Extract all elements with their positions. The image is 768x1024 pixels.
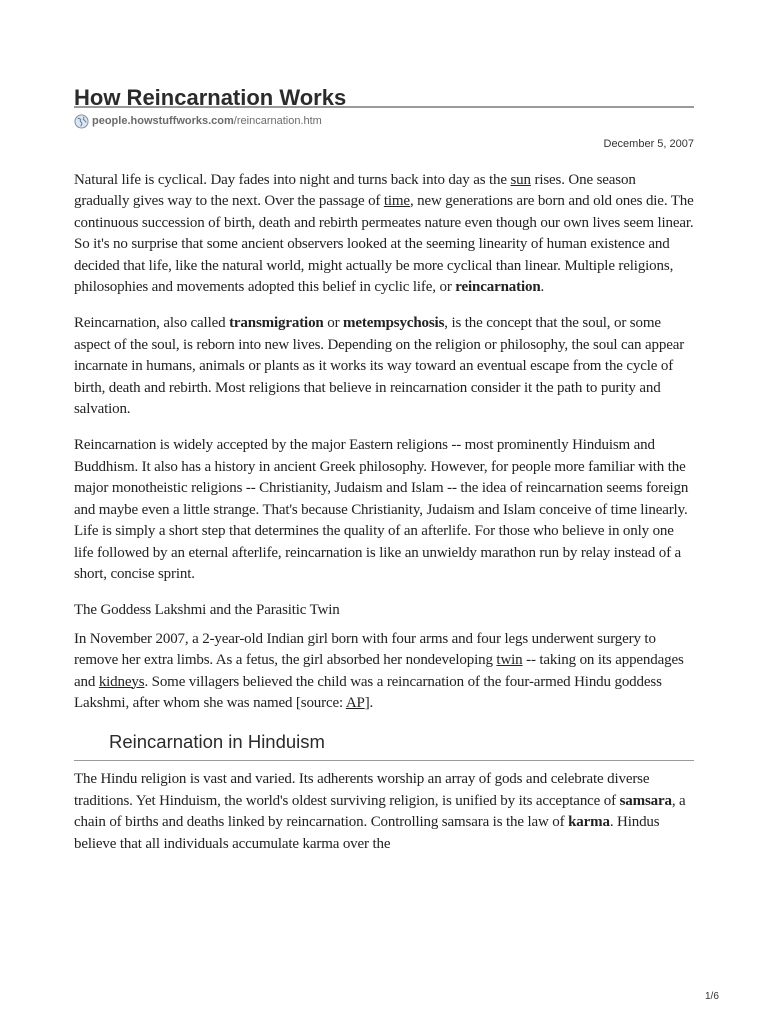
globe-icon [74,114,89,129]
text-run: or [323,315,344,332]
text-run: . Some villagers believed the child was a reincarnation of the four-armed Hindu goddess Lakshmi, after whom she was named [source: [74,673,662,711]
paragraph-3 [74,435,694,585]
bold-term: transmigration [229,315,324,332]
paragraph-1 [74,170,694,298]
title-divider [74,106,694,108]
text-run: . [540,279,545,296]
inline-link[interactable]: twin [496,652,523,669]
section-heading: Reincarnation in Hinduism [74,729,694,761]
text-run: Reincarnation is widely accepted by the major Eastern religions -- most prominently Hinduism and Buddhism. It also has a history in ancient Greek philosophy. However, for people more familiar with the major monotheistic religions -- Christianity, Judaism and Islam -- the idea of reincarnation seems foreign and maybe even a little strange. That's because Christianity, Judaism and Islam conceive of time linearly. Life is simply a short step that determines the quality of an afterlife. For those who believe in only one life followed by an eternal afterlife, reincarnation is like an unwieldy marathon run by relay instead of a short, concise sprint. [74,437,689,582]
paragraph-2 [74,313,694,420]
text-run: , a chain of births and deaths linked by reincarnation. Controlling samsara is the law of [74,792,686,831]
text-run: , is the concept that the soul, or some aspect of the soul, is reborn into new lives. Depending on the religion or philosophy, the soul can appear incarnate in humans, animals or plants as it works its way toward an eventual escape from the cycle of birth, death and rebirth. Most religions that believe in reincarnation consider it the path to purity and salvation. [74,315,685,418]
text-run: ]. [364,694,374,711]
source-url[interactable] [74,112,322,130]
text-run: , new generations are born and old ones die. The continuous succession of birth, death and rebirth permeates nature even though our own lives seem linear. So it's no surprise that some ancient observers looked at the seeming linearity of human existence and decided that life, like the natural world, might actually be more cyclical than linear. Multiple religions, philosophies and movements adopted this belief in cyclic life, or [74,193,694,296]
section-paragraph [74,769,694,855]
inline-link[interactable]: sun [510,172,531,188]
sidebar-heading: The Goddess Lakshmi and the Parasitic Twin [74,602,340,619]
inline-link[interactable]: AP [345,694,365,711]
publish-date: December 5, 2007 [603,138,694,150]
inline-link[interactable]: time [383,193,410,210]
bold-term: samsara [619,792,672,809]
page-number: 1/6 [705,991,719,1002]
sidebar-paragraph [74,629,694,715]
source-domain: people.howstuffworks.com [92,115,234,127]
text-run: -- taking on its appendages and [74,652,684,690]
bold-term: reincarnation [455,279,541,296]
text-run: Natural life is cyclical. Day fades into night and turns back into day as the [74,172,511,188]
text-run: rises. One season gradually gives way to the next. Over the passage of [74,172,636,210]
bold-term: karma [568,814,610,831]
article-body [74,170,694,870]
text-run: The Hindu religion is vast and varied. Its adherents worship an array of gods and celebrate diverse traditions. Yet Hinduism, the world's oldest surviving religion, is unified by its acceptance of [74,771,650,809]
article-title: How Reincarnation Works [74,84,347,110]
inline-link[interactable]: kidneys [98,673,145,690]
bold-term: metempsychosis [343,315,445,332]
text-run: In November 2007, a 2-year-old Indian girl born with four arms and four legs underwent surgery to remove her extra limbs. As a fetus, the girl absorbed her nondeveloping [74,630,656,669]
source-path: /reincarnation.htm [233,115,322,127]
text-run: . Hindus believe that all individuals accumulate karma over the [74,814,660,852]
text-run: Reincarnation, also called [74,315,230,332]
